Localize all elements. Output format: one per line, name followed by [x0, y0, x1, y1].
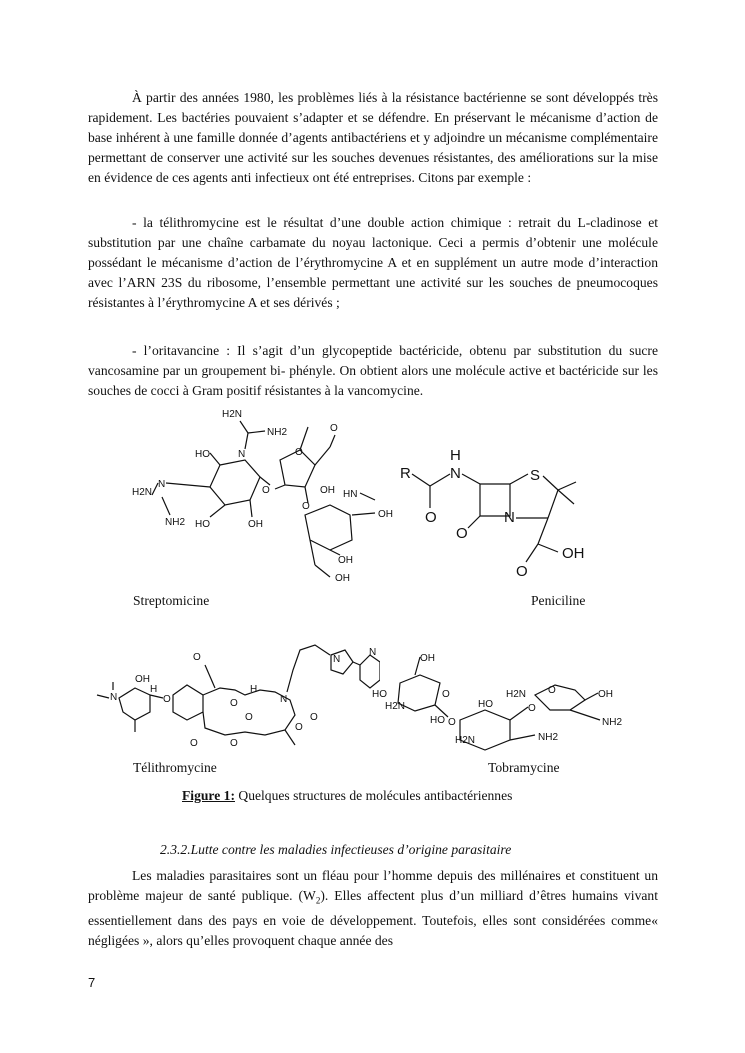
svg-text:O: O: [295, 447, 303, 458]
svg-text:N: N: [369, 647, 377, 658]
svg-text:H2N: H2N: [455, 735, 476, 746]
paragraph-text: Les maladies parasitaires sont un fléau pour l’homme depuis des millénaires et constituent un problème majeur de santé publique. (W: [88, 868, 658, 903]
svg-text:OH: OH: [562, 545, 585, 562]
svg-text:O: O: [163, 694, 171, 705]
svg-text:OH: OH: [338, 555, 353, 566]
svg-text:N: N: [333, 654, 341, 665]
svg-text:NH2: NH2: [538, 732, 559, 743]
section-heading: 2.3.2.Lutte contre les maladies infectieuses d’origine parasitaire: [160, 842, 512, 857]
svg-text:O: O: [528, 703, 536, 714]
svg-text:HO: HO: [195, 519, 210, 530]
svg-text:O: O: [230, 738, 238, 749]
svg-text:N: N: [504, 509, 515, 526]
svg-text:OH: OH: [420, 653, 435, 664]
svg-text:O: O: [295, 722, 303, 733]
label-peniciline: Peniciline: [531, 593, 586, 608]
svg-text:OH: OH: [335, 573, 350, 584]
svg-text:HO: HO: [478, 699, 493, 710]
svg-text:O: O: [448, 717, 456, 728]
svg-text:OH: OH: [378, 509, 393, 520]
svg-text:NH2: NH2: [602, 717, 623, 728]
svg-text:H: H: [450, 447, 461, 464]
svg-text:OH: OH: [248, 519, 263, 530]
svg-text:O: O: [190, 738, 198, 749]
svg-text:O: O: [456, 525, 468, 542]
page-number: 7: [88, 975, 96, 990]
svg-text:NH2: NH2: [267, 427, 288, 438]
label-telithromycine: Télithromycine: [133, 760, 217, 775]
svg-text:HO: HO: [372, 689, 387, 700]
svg-text:N: N: [110, 692, 118, 703]
svg-text:S: S: [530, 467, 541, 484]
label-streptomicine: Streptomicine: [133, 593, 210, 608]
svg-text:N: N: [450, 465, 461, 482]
figure-caption-label: Figure 1:: [182, 788, 235, 803]
svg-text:H2N: H2N: [222, 409, 243, 420]
svg-text:R: R: [400, 465, 411, 482]
svg-text:H2N: H2N: [506, 689, 527, 700]
svg-text:OH: OH: [598, 689, 613, 700]
figure-caption-text: Quelques structures de molécules antibactériennes: [234, 788, 513, 803]
telithromycine-structure: [95, 640, 380, 750]
label-tobramycine: Tobramycine: [488, 760, 560, 775]
tobramycine-structure: [370, 645, 640, 755]
svg-text:O: O: [230, 698, 238, 709]
svg-text:N: N: [280, 694, 288, 705]
svg-text:O: O: [425, 509, 437, 526]
paragraph-telithromycine: - la télithromycine est le résultat d’une double action chimique : retrait du L-cladinose et substitution par une chaîne carbamate du noyau lactonique. Ceci a permis d’obtenir une molécule possédant le mécanisme d’action de l’érythromycine A et en supplément un autre mode d’interaction avec l’ARN 23S du ribosome, l’ensemble permettant une activité sur les souches de pneumocoques résistantes à l’érythromycine A et ses dérivés ;: [88, 215, 658, 310]
paragraph-text: ). Elles affectent plus d’un milliard d’êtres humains vivant essentiellement dans des pays en voie de développement. Toutefois, elles sont considérées comme« négligées », alors qu’elles provoquent chaque année des: [88, 888, 658, 948]
svg-text:N: N: [238, 449, 246, 460]
peniciline-structure: [398, 440, 598, 580]
svg-text:H2N: H2N: [132, 487, 153, 498]
svg-text:O: O: [310, 712, 318, 723]
svg-text:O: O: [262, 485, 270, 496]
svg-text:OH: OH: [320, 485, 335, 496]
paragraph-oritavancine: - l’oritavancine : Il s’agit d’un glycopeptide bactéricide, obtenu par substitution du sucre vancosamine par un groupement bi- phényle. On obtient alors une molécule active et bactéricide sur les souches de cocci à Gram positif résistantes à la vancomycine.: [88, 343, 658, 398]
svg-text:O: O: [302, 501, 310, 512]
svg-text:OH: OH: [135, 674, 150, 685]
svg-text:H: H: [150, 684, 158, 695]
svg-text:O: O: [442, 689, 450, 700]
svg-text:O: O: [330, 423, 338, 434]
svg-text:HO: HO: [195, 449, 210, 460]
svg-text:NH2: NH2: [165, 517, 186, 528]
svg-text:O: O: [193, 652, 201, 663]
svg-text:HO: HO: [430, 715, 445, 726]
svg-text:O: O: [548, 685, 556, 696]
paragraph-intro: À partir des années 1980, les problèmes liés à la résistance bactérienne se sont développés très rapidement. Les bactéries pouvaient s’adapter et se défendre. En préservant le mécanisme d’action de base inhérent à une famille donnée d’agents antibactériens et y adjoindre un mécanisme complémentaire permettant de conserver une activité sur les souches devenues résistantes, des améliorations sur la mise en évidence de ces agents anti infectieux ont été entreprises. Citons par exemple :: [88, 90, 658, 185]
svg-text:O: O: [516, 563, 528, 580]
svg-text:H: H: [250, 684, 258, 695]
subscript: 2: [315, 895, 321, 906]
svg-text:O: O: [245, 712, 253, 723]
svg-text:N: N: [158, 479, 166, 490]
svg-text:H2N: H2N: [385, 701, 406, 712]
streptomicine-structure: [130, 405, 400, 585]
svg-text:HN: HN: [343, 489, 358, 500]
figure-caption: [182, 788, 512, 804]
paragraph-parasitic-diseases: [88, 866, 658, 951]
